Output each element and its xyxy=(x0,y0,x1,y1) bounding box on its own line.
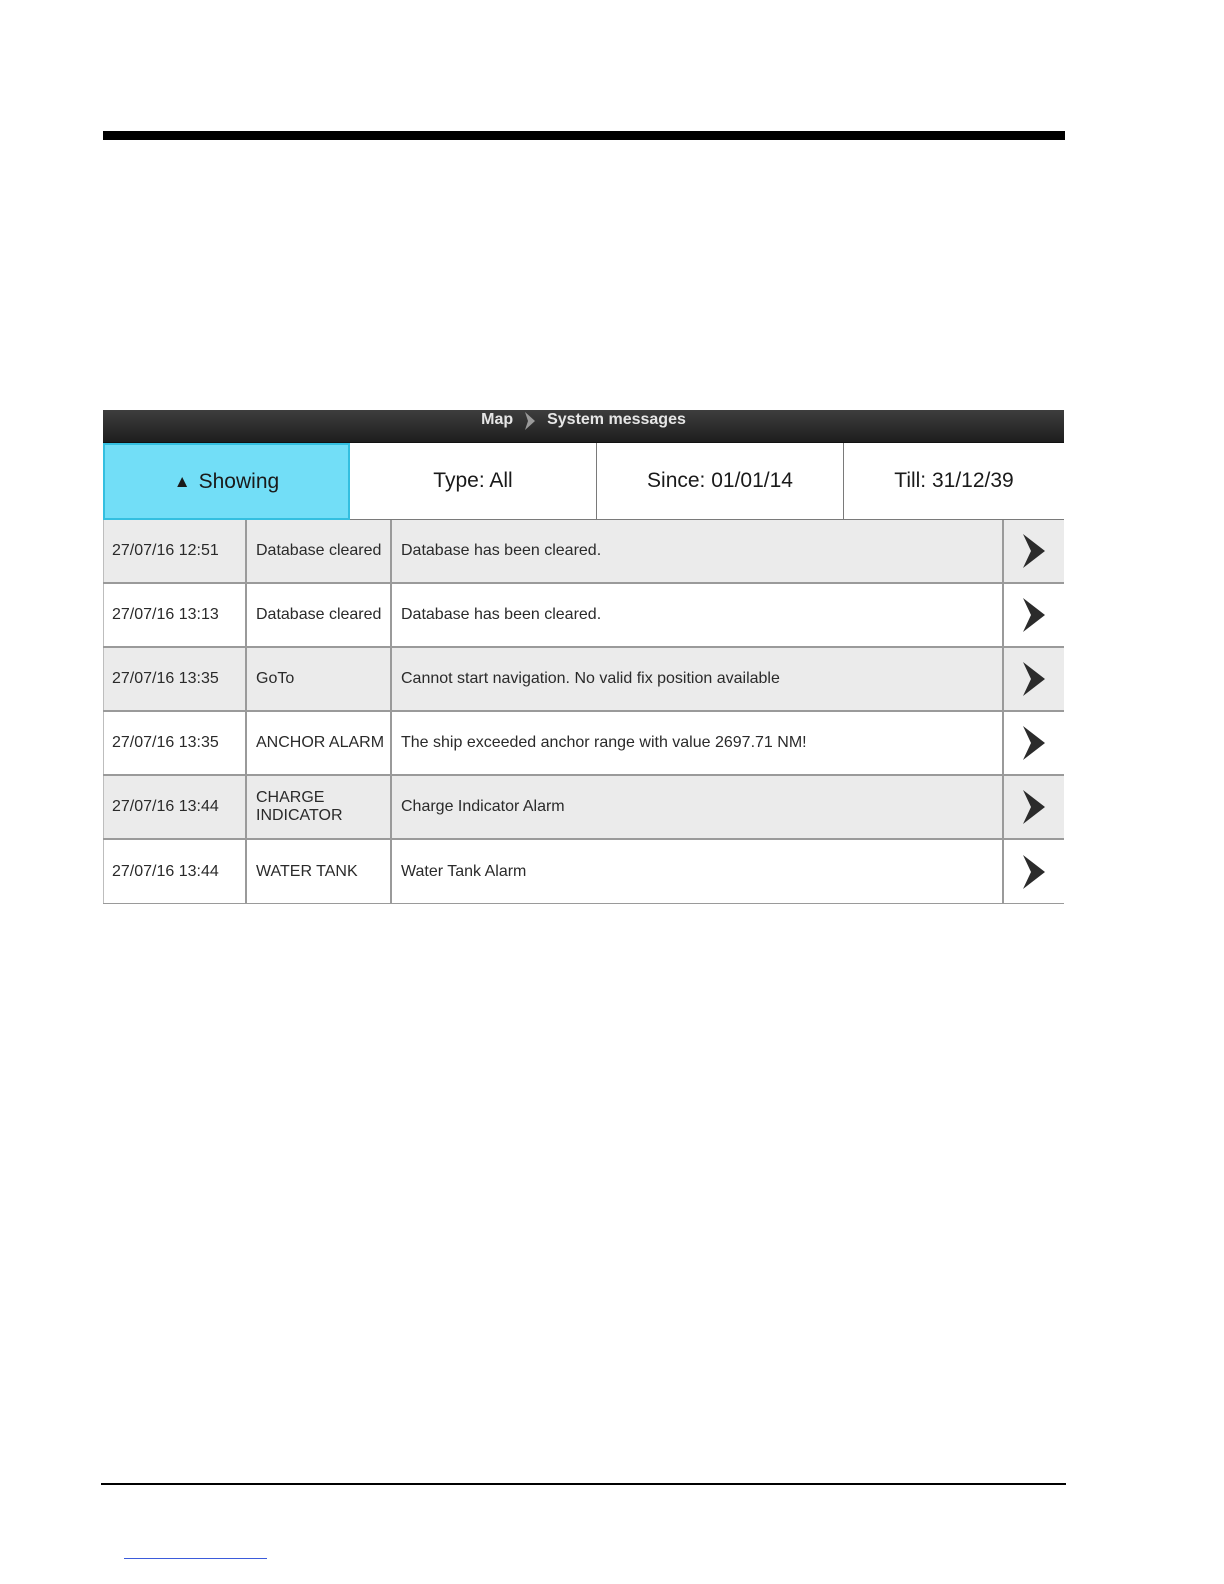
message-text: Charge Indicator Alarm xyxy=(392,776,1004,838)
message-text: Cannot start navigation. No valid fix position available xyxy=(392,648,1004,710)
message-type: ANCHOR ALARM xyxy=(247,712,392,774)
page-top-rule xyxy=(103,131,1065,140)
breadcrumb-map[interactable]: Map xyxy=(481,411,514,428)
chevron-right-icon[interactable] xyxy=(1004,520,1064,582)
table-row[interactable] xyxy=(103,584,1064,648)
till-filter-button[interactable]: Till: 31/12/39 xyxy=(844,443,1064,520)
message-text: Database has been cleared. xyxy=(392,584,1004,646)
message-type: GoTo xyxy=(247,648,392,710)
message-text: Database has been cleared. xyxy=(392,520,1004,582)
footer-link-underline xyxy=(124,1558,267,1559)
chevron-right-icon[interactable] xyxy=(1004,840,1064,903)
message-text: Water Tank Alarm xyxy=(392,840,1004,903)
table-row[interactable] xyxy=(103,840,1064,904)
message-date: 27/07/16 13:44 xyxy=(103,776,247,838)
message-date: 27/07/16 12:51 xyxy=(103,520,247,582)
chevron-right-icon xyxy=(523,411,537,431)
triangle-up-icon: ▲ xyxy=(173,471,191,491)
chevron-right-icon[interactable] xyxy=(1004,584,1064,646)
table-row[interactable] xyxy=(103,776,1064,840)
breadcrumb-current: System messages xyxy=(547,411,686,428)
table-row[interactable] xyxy=(103,648,1064,712)
message-text: The ship exceeded anchor range with value 2697.71 NM! xyxy=(392,712,1004,774)
table-row[interactable] xyxy=(103,520,1064,584)
filter-bar xyxy=(103,443,1064,520)
message-date: 27/07/16 13:35 xyxy=(103,712,247,774)
chevron-right-icon[interactable] xyxy=(1004,712,1064,774)
page-bottom-rule xyxy=(101,1483,1066,1485)
since-filter-button[interactable]: Since: 01/01/14 xyxy=(597,443,844,520)
message-date: 27/07/16 13:44 xyxy=(103,840,247,903)
showing-toggle-button[interactable] xyxy=(103,443,350,520)
chevron-right-icon[interactable] xyxy=(1004,776,1064,838)
message-list xyxy=(103,520,1064,904)
table-row[interactable] xyxy=(103,712,1064,776)
chevron-right-icon[interactable] xyxy=(1004,648,1064,710)
message-type: CHARGE INDICATOR xyxy=(247,776,392,838)
message-type: Database cleared xyxy=(247,520,392,582)
breadcrumb xyxy=(103,410,1064,443)
message-type: Database cleared xyxy=(247,584,392,646)
message-date: 27/07/16 13:35 xyxy=(103,648,247,710)
system-messages-screen xyxy=(103,410,1064,908)
type-filter-button[interactable]: Type: All xyxy=(350,443,597,520)
message-type: WATER TANK xyxy=(247,840,392,903)
showing-label: Showing xyxy=(198,469,280,493)
message-date: 27/07/16 13:13 xyxy=(103,584,247,646)
